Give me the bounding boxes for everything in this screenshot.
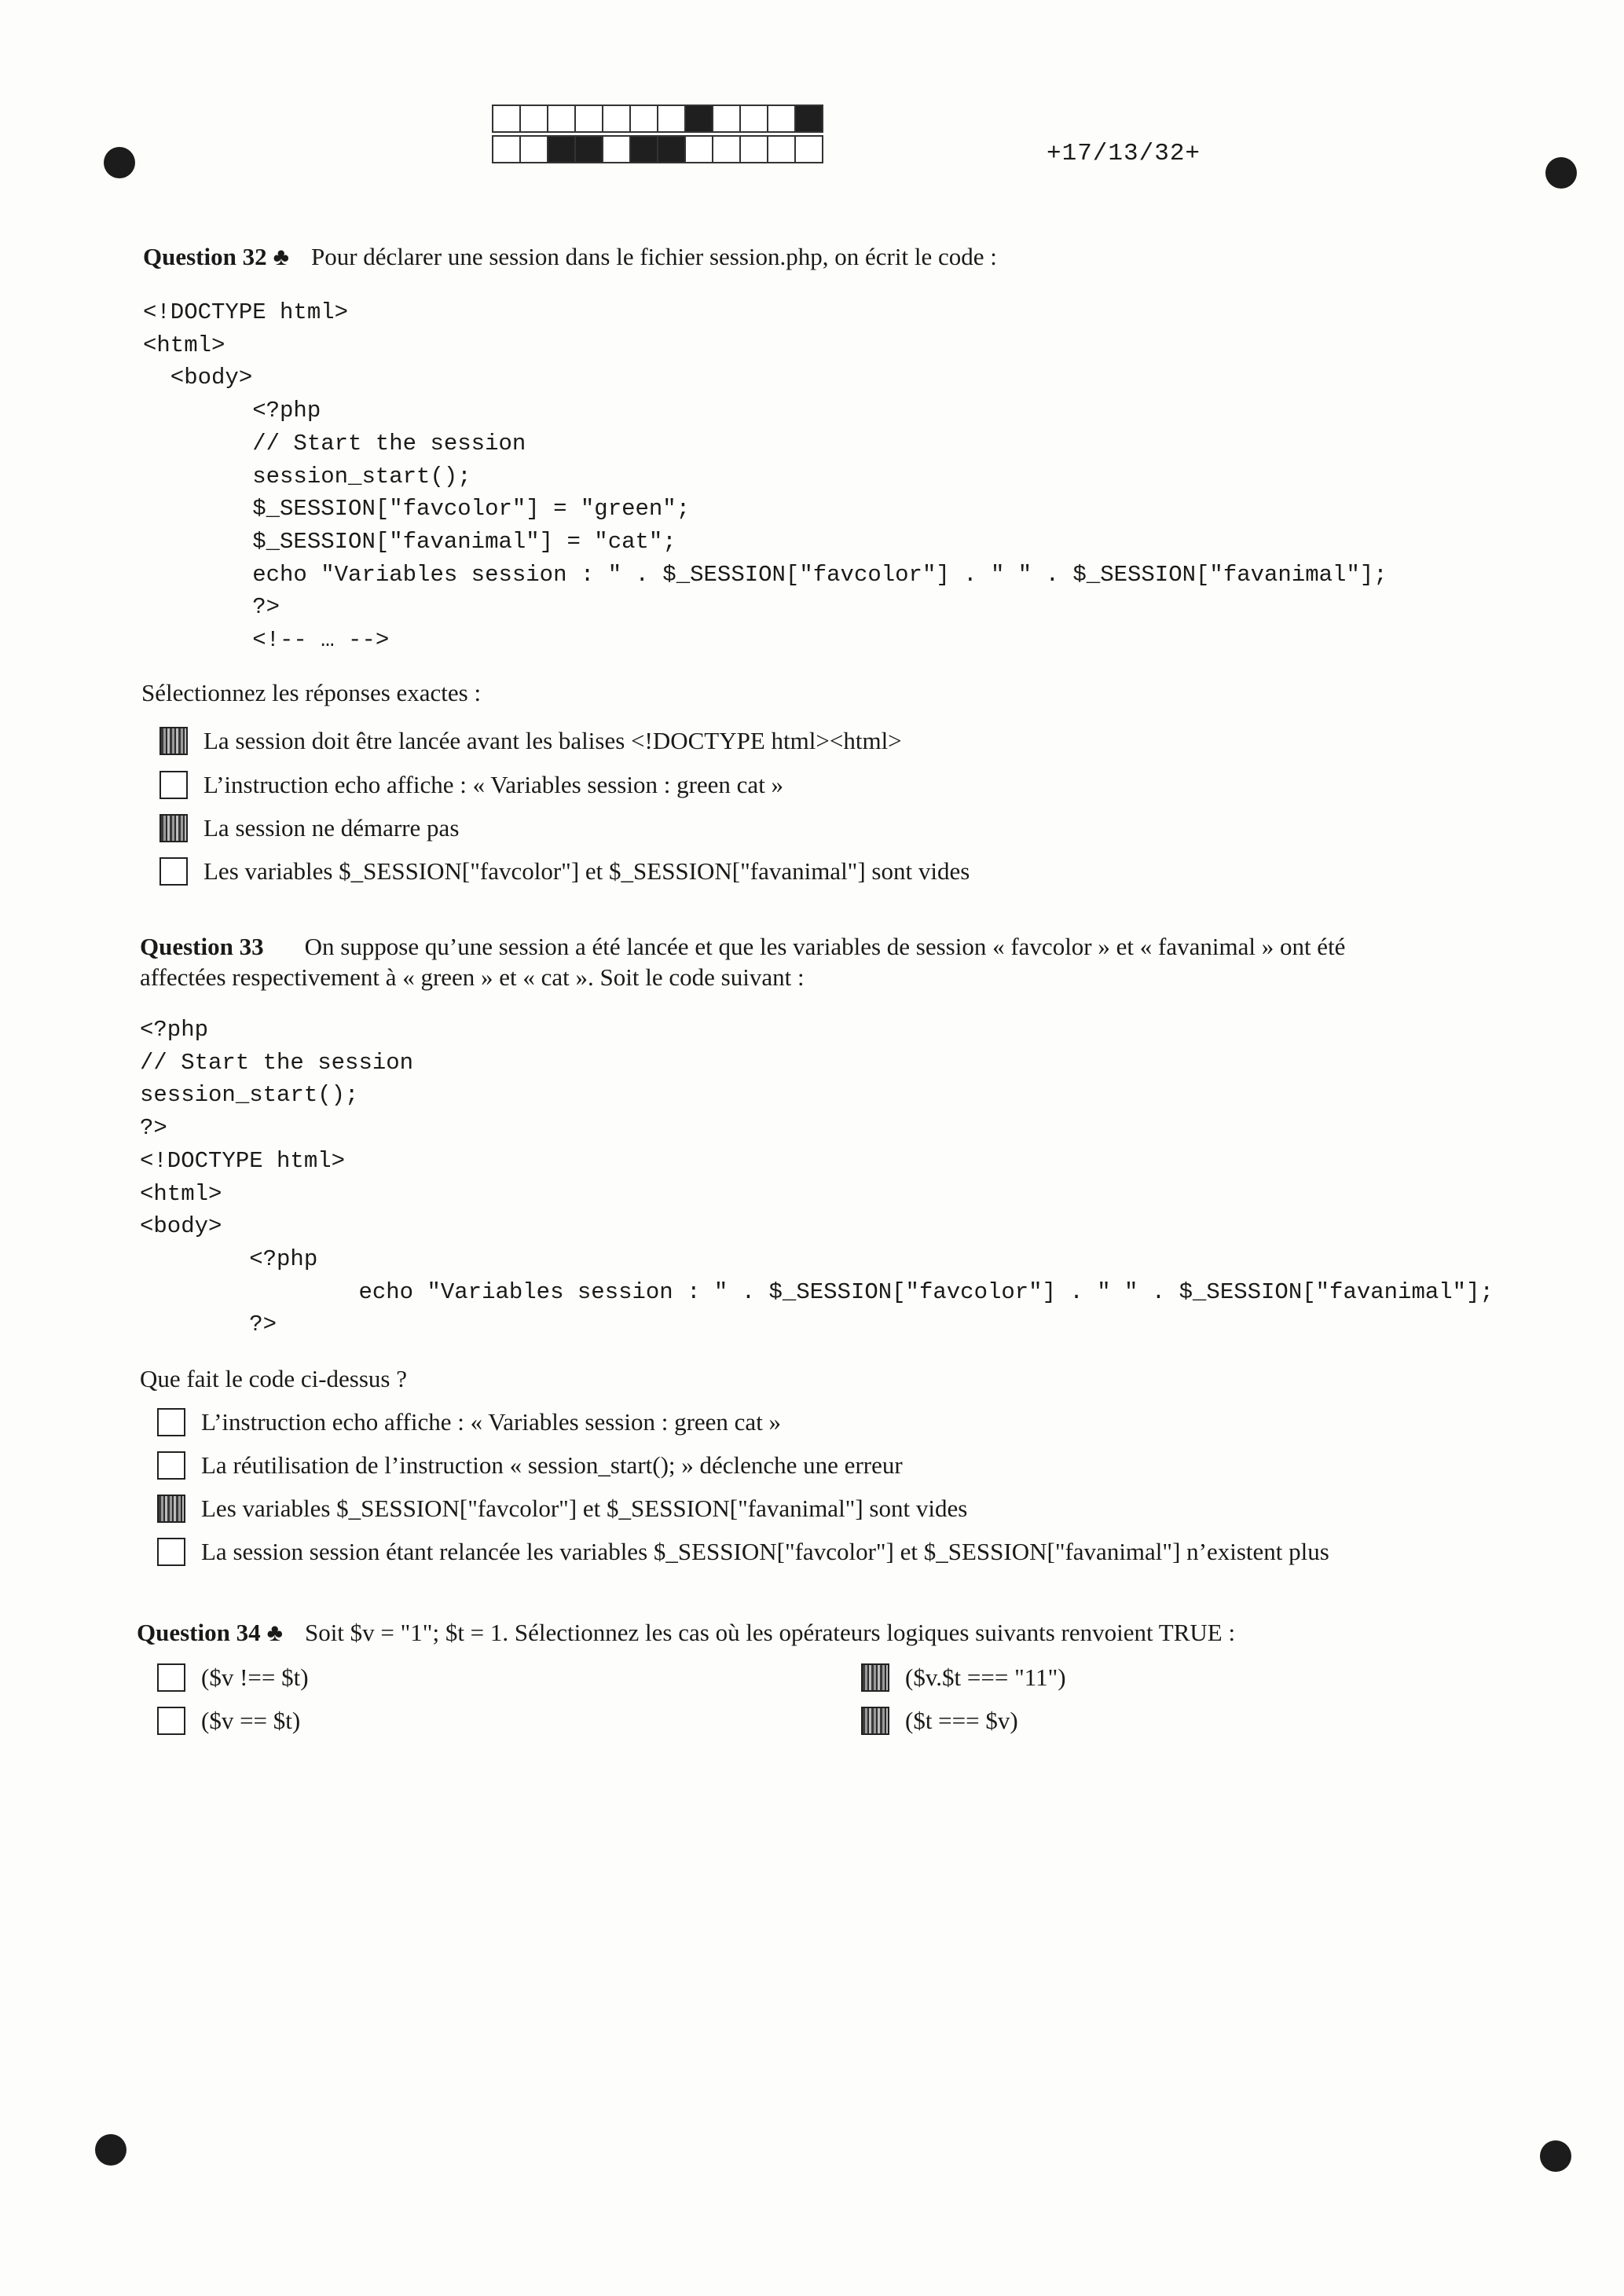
code-line: <body> <box>140 1213 222 1240</box>
question-32-code <box>143 296 1388 657</box>
question-32-text: Pour déclarer une session dans le fichier session.php, on écrit le code : <box>310 243 997 270</box>
code-line: ?> <box>140 1115 167 1142</box>
code-line: <?php <box>249 1245 318 1272</box>
question-33-header <box>140 931 1345 963</box>
answer-text: ($v !== $t) <box>201 1663 309 1691</box>
id-grid-row <box>492 135 822 163</box>
id-grid-cell <box>629 135 658 163</box>
id-grid-cell <box>739 105 768 133</box>
id-grid-cell <box>684 135 713 163</box>
code-line: <?php <box>140 1017 209 1043</box>
answer-choice[interactable] <box>157 1447 903 1484</box>
code-line: <html> <box>143 332 225 358</box>
id-grid-cell <box>519 135 548 163</box>
registration-mark-top-left <box>104 147 135 178</box>
checkbox[interactable] <box>159 857 188 886</box>
checkbox[interactable] <box>157 1451 185 1480</box>
id-grid-cell <box>712 105 741 133</box>
checkbox-checked[interactable] <box>159 727 188 755</box>
code-line: echo "Variables session : " . $_SESSION["favcolor"] . " " . $_SESSION["favanimal"]; <box>252 561 1388 588</box>
answer-text: La session ne démarre pas <box>203 814 460 842</box>
answer-text: ($t === $v) <box>905 1707 1018 1734</box>
answer-choice[interactable] <box>157 1660 309 1696</box>
id-grid-cell <box>657 105 686 133</box>
question-32-header <box>143 241 997 273</box>
answer-choice[interactable] <box>157 1534 1329 1570</box>
answer-text: La session doit être lancée avant les balises <!DOCTYPE html><html> <box>203 727 902 754</box>
answer-text: ($v == $t) <box>201 1707 301 1734</box>
registration-mark-bottom-right <box>1540 2140 1571 2172</box>
id-grid-cell <box>547 105 576 133</box>
answer-choice[interactable] <box>861 1660 1066 1696</box>
question-33-code <box>140 1014 1494 1341</box>
id-grid-row <box>492 105 822 133</box>
id-grid-cell <box>492 105 521 133</box>
id-grid-cell <box>602 105 631 133</box>
answer-choice[interactable] <box>861 1703 1018 1739</box>
answer-choice[interactable] <box>157 1703 300 1739</box>
question-34-label: Question 34 <box>137 1619 261 1646</box>
answer-choice[interactable] <box>159 853 970 889</box>
answer-choice[interactable] <box>157 1491 967 1527</box>
code-line: $_SESSION["favanimal"] = "cat"; <box>252 528 676 555</box>
checkbox-checked[interactable] <box>159 814 188 842</box>
code-line: <html> <box>140 1180 222 1207</box>
checkbox[interactable] <box>157 1538 185 1566</box>
question-34-text: Soit $v = "1"; $t = 1. Sélectionnez les cas où les opérateurs logiques suivants renvoient TRUE : <box>304 1619 1236 1646</box>
answer-choice[interactable] <box>157 1404 781 1440</box>
registration-mark-bottom-left <box>95 2134 126 2166</box>
id-grid-cell <box>767 105 796 133</box>
checkbox[interactable] <box>159 771 188 799</box>
id-grid <box>492 105 822 166</box>
answer-text: La session session étant relancée les variables $_SESSION["favcolor"] et $_SESSION["favanimal"] n’existent plus <box>201 1538 1329 1565</box>
question-33-label: Question 33 <box>140 933 264 960</box>
answer-choice[interactable] <box>159 767 783 803</box>
code-line: <!DOCTYPE html> <box>140 1147 346 1174</box>
answer-text: La réutilisation de l’instruction « session_start(); » déclenche une erreur <box>201 1451 903 1479</box>
code-line: session_start(); <box>252 463 471 490</box>
answer-text: Les variables $_SESSION["favcolor"] et $_SESSION["favanimal"] sont vides <box>203 857 970 885</box>
code-line: // Start the session <box>252 430 526 457</box>
id-grid-cell <box>767 135 796 163</box>
id-grid-cell <box>492 135 521 163</box>
id-grid-cell <box>794 135 823 163</box>
answer-text: L’instruction echo affiche : « Variables session : green cat » <box>203 771 784 798</box>
id-grid-cell <box>574 105 603 133</box>
question-33-text-line2: affectées respectivement à « green » et « cat ». Soit le code suivant : <box>140 963 805 991</box>
id-grid-cell <box>519 105 548 133</box>
question-34-header <box>137 1617 1235 1649</box>
id-grid-cell <box>574 135 603 163</box>
id-grid-cell <box>684 105 713 133</box>
answer-text: ($v.$t === "11") <box>905 1663 1066 1691</box>
registration-mark-top-right <box>1545 157 1577 189</box>
page-code: +17/13/32+ <box>1047 140 1201 167</box>
checkbox[interactable] <box>157 1408 185 1436</box>
code-line: ?> <box>252 594 280 621</box>
checkbox-checked[interactable] <box>861 1707 889 1735</box>
checkbox-checked[interactable] <box>861 1663 889 1692</box>
question-32-prompt: Sélectionnez les réponses exactes : <box>141 679 482 706</box>
answer-text: L’instruction echo affiche : « Variables session : green cat » <box>201 1408 782 1436</box>
code-line: <?php <box>252 398 321 424</box>
id-grid-cell <box>602 135 631 163</box>
id-grid-cell <box>794 105 823 133</box>
id-grid-cell <box>547 135 576 163</box>
checkbox[interactable] <box>157 1663 185 1692</box>
question-33-prompt: Que fait le code ci-dessus ? <box>140 1365 408 1392</box>
question-33-text-line1: On suppose qu’une session a été lancée et que les variables de session « favcolor » et « favanimal » ont été <box>304 933 1346 960</box>
checkbox-checked[interactable] <box>157 1495 185 1523</box>
id-grid-cell <box>629 105 658 133</box>
code-line: echo "Variables session : " . $_SESSION["favcolor"] . " " . $_SESSION["favanimal"]; <box>358 1278 1494 1305</box>
code-line: $_SESSION["favcolor"] = "green"; <box>252 496 691 523</box>
code-line: <!-- … --> <box>143 627 390 654</box>
code-line: // Start the session <box>140 1049 414 1076</box>
code-line: <!DOCTYPE html> <box>143 299 349 325</box>
code-line: ?> <box>140 1311 277 1338</box>
code-line: session_start(); <box>140 1082 359 1109</box>
code-line: <body> <box>170 365 253 391</box>
id-grid-cell <box>739 135 768 163</box>
club-icon: ♣ <box>273 243 289 270</box>
id-grid-cell <box>657 135 686 163</box>
checkbox[interactable] <box>157 1707 185 1735</box>
club-icon: ♣ <box>266 1619 283 1646</box>
id-grid-cell <box>712 135 741 163</box>
answer-choice[interactable] <box>159 810 459 846</box>
answer-text: Les variables $_SESSION["favcolor"] et $_SESSION["favanimal"] sont vides <box>201 1495 968 1522</box>
answer-choice[interactable] <box>159 723 902 759</box>
question-32-label: Question 32 <box>143 243 267 270</box>
